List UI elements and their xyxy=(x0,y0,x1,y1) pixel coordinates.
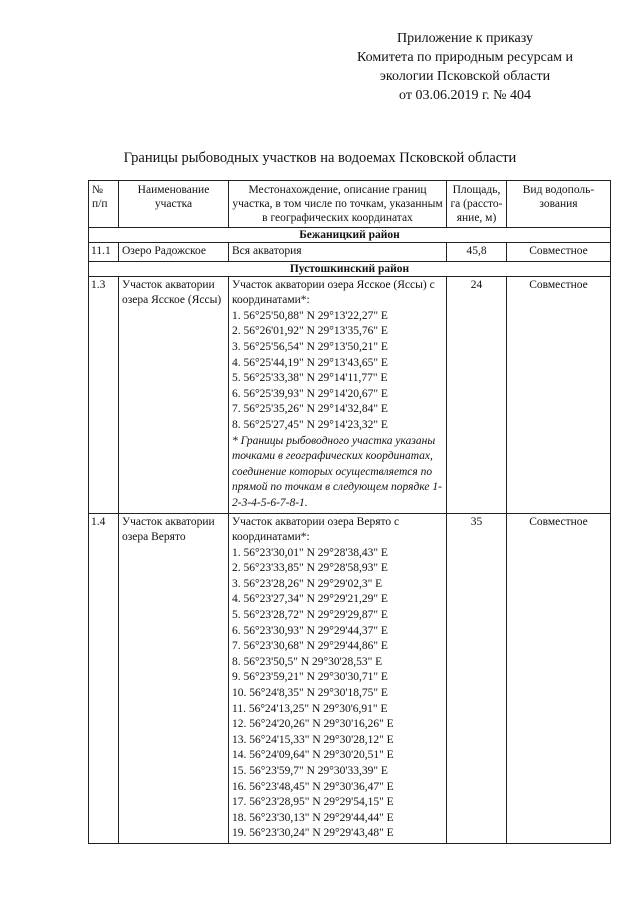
row-use: Совместное xyxy=(507,243,611,262)
coordinate-point: 5. 56°25'33,38" N 29°14'11,77" E xyxy=(232,372,388,385)
coordinate-point: 11. 56°24'13,25" N 29°30'6,91" E xyxy=(232,702,388,715)
header-location: Местонахождение, описание границ участка, в том числе по точкам, указанным в географических координатах xyxy=(229,181,447,228)
appendix-line: Приложение к приказу xyxy=(397,31,533,46)
row-num: 11.1 xyxy=(89,243,119,262)
district-name: Бежаницкий район xyxy=(89,228,611,243)
appendix-line: от 03.06.2019 г. № 404 xyxy=(399,88,531,103)
table-row xyxy=(89,243,611,262)
coordinate-point: 9. 56°23'59,21" N 29°30'30,71" E xyxy=(232,671,388,684)
appendix-block xyxy=(310,29,620,105)
row-area: 24 xyxy=(447,276,507,513)
row-area: 45,8 xyxy=(447,243,507,262)
coordinate-point: 10. 56°24'8,35" N 29°30'18,75" E xyxy=(232,687,388,700)
coordinate-point: 8. 56°23'50,5" N 29°30'28,53" E xyxy=(232,655,383,668)
row-use: Совместное xyxy=(507,513,611,843)
boundary-note: * Границы рыбоводного участка указаны точками в географических координатах, соединение которых осуществляется по прямой по точкам в следующем порядке 1-2-3-4-5-6-7-8-1. xyxy=(232,434,442,509)
header-name: Наименование участка xyxy=(119,181,229,228)
location-intro: Участок акватории озера Ясское (Яссы) с координатами*: xyxy=(232,278,435,307)
row-name: Озеро Радожское xyxy=(119,243,229,262)
coordinate-point: 4. 56°25'44,19" N 29°13'43,65" E xyxy=(232,356,388,369)
row-name: Участок акватории озера Верято xyxy=(119,513,229,843)
coordinate-point: 16. 56°23'48,45" N 29°30'36,47" E xyxy=(232,780,394,793)
coordinate-point: 17. 56°23'28,95" N 29°29'54,15" E xyxy=(232,796,394,809)
coordinate-point: 6. 56°25'39,93" N 29°14'20,67" E xyxy=(232,387,388,400)
coordinate-point: 18. 56°23'30,13" N 29°29'44,44" E xyxy=(232,811,394,824)
plots-table xyxy=(88,180,611,844)
row-num: 1.3 xyxy=(89,276,119,513)
coordinate-point: 12. 56°24'20,26" N 29°30'16,26" E xyxy=(232,718,394,731)
coordinate-point: 15. 56°23'59,7" N 29°30'33,39" E xyxy=(232,765,388,777)
table-row xyxy=(89,276,611,513)
coordinate-point: 8. 56°25'27,45" N 29°14'23,32" E xyxy=(232,418,388,431)
district-row xyxy=(89,261,611,276)
table-row xyxy=(89,513,611,843)
document-title: Границы рыбоводных участков на водоемах Псковской области xyxy=(123,150,517,166)
header-num: № п/п xyxy=(89,181,119,228)
coordinate-point: 4. 56°23'27,34" N 29°29'21,29" E xyxy=(232,593,388,606)
coordinate-point: 6. 56°23'30,93" N 29°29'44,37" E xyxy=(232,624,388,637)
appendix-line: экологии Псковской области xyxy=(379,69,551,84)
table-header-row xyxy=(89,181,611,228)
district-name: Пустошкинский район xyxy=(89,261,611,276)
coordinate-point: 1. 56°23'30,01" N 29°28'38,43" E xyxy=(232,546,388,559)
coordinate-point: 13. 56°24'15,33" N 29°30'28,12" E xyxy=(232,733,394,746)
district-row xyxy=(89,228,611,243)
coordinate-point: 5. 56°23'28,72" N 29°29'29,87" E xyxy=(232,609,388,622)
row-location xyxy=(229,276,447,513)
row-location: Вся акватория xyxy=(229,243,447,262)
row-location xyxy=(229,513,447,843)
row-use: Совместное xyxy=(507,276,611,513)
coordinate-point: 14. 56°24'09,64" N 29°30'20,51" E xyxy=(232,749,394,762)
coordinate-point: 3. 56°23'28,26" N 29°29'02,3" E xyxy=(232,577,383,590)
appendix-line: Комитета по природным ресурсам и xyxy=(356,50,574,65)
row-name: Участок акватории озера Ясское (Яссы) xyxy=(119,276,229,513)
row-area: 35 xyxy=(447,513,507,843)
header-use: Вид водополь-зования xyxy=(507,181,611,228)
coordinate-point: 3. 56°25'56,54" N 29°13'50,21" E xyxy=(232,340,388,353)
coordinate-point: 2. 56°23'33,85" N 29°28'58,93" E xyxy=(232,562,388,575)
coordinate-point: 2. 56°26'01,92" N 29°13'35,76" E xyxy=(232,325,388,338)
coordinate-point: 1. 56°25'50,88" N 29°13'22,27" E xyxy=(232,309,388,322)
coordinate-point: 7. 56°23'30,68" N 29°29'44,86" E xyxy=(232,640,388,653)
coordinate-point: 7. 56°25'35,26" N 29°14'32,84" E xyxy=(232,403,388,416)
location-intro: Участок акватории озера Верято с координатами*: xyxy=(232,515,400,544)
header-area: Площадь, га (рассто-яние, м) xyxy=(447,181,507,228)
coordinate-point: 19. 56°23'30,24" N 29°29'43,48" E xyxy=(232,827,394,840)
row-num: 1.4 xyxy=(89,513,119,843)
